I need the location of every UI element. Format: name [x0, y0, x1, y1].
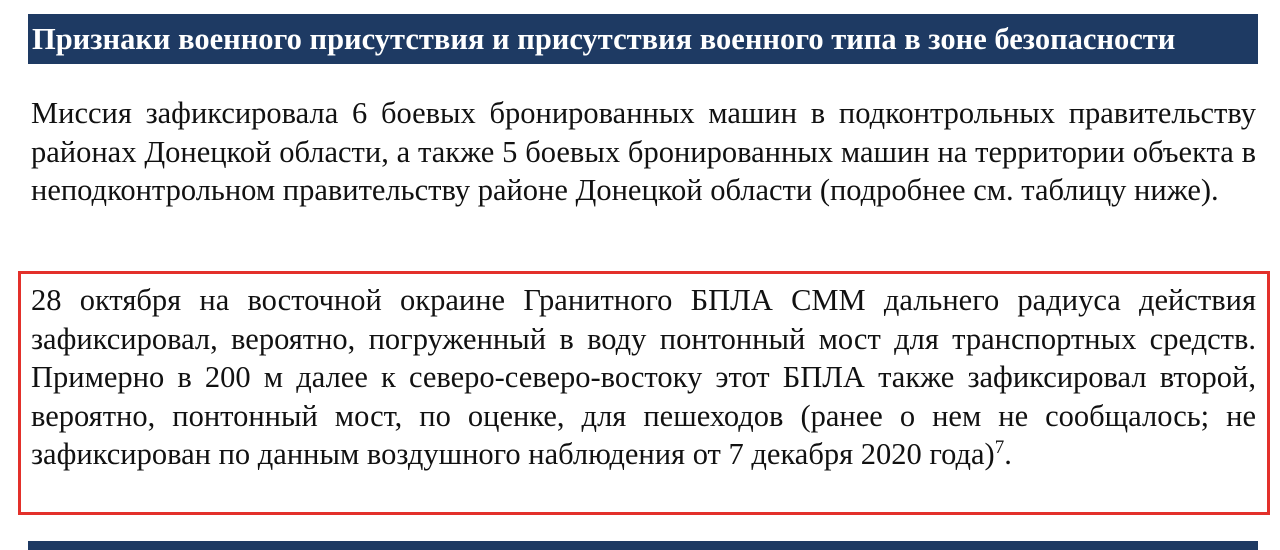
next-section-heading-bar [28, 541, 1258, 550]
footnote-reference[interactable]: 7 [994, 436, 1005, 458]
paragraph-armored-vehicles: Миссия зафиксировала 6 боевых бронированных машин в подконтрольных правительству районах Донецкой области, а также 5 боевых бронированных машин на территории объекта в неподконтрольном правительству районе Донецкой области (подробнее см. таблицу ниже). [31, 96, 1256, 207]
section-heading: Признаки военного присутствия и присутствия военного типа в зоне безопасности [28, 14, 1258, 64]
paragraph-pontoon-bridge-text: 28 октября на восточной окраине Гранитного БПЛА СММ дальнего радиуса действия зафиксировал, вероятно, погруженный в воду понтонный мост для транспортных средств. Примерно в 200 м далее к северо-северо-востоку этот БПЛА также зафиксировал второй, вероятно, понтонный мост, по оценке, для пешеходов (ранее о нем не сообщалось; не зафиксирован по данным воздушного наблюдения от 7 декабря 2020 года) [31, 283, 1256, 471]
paragraph-end-punctuation: . [1004, 437, 1012, 471]
paragraph-pontoon-bridge [31, 281, 1256, 474]
